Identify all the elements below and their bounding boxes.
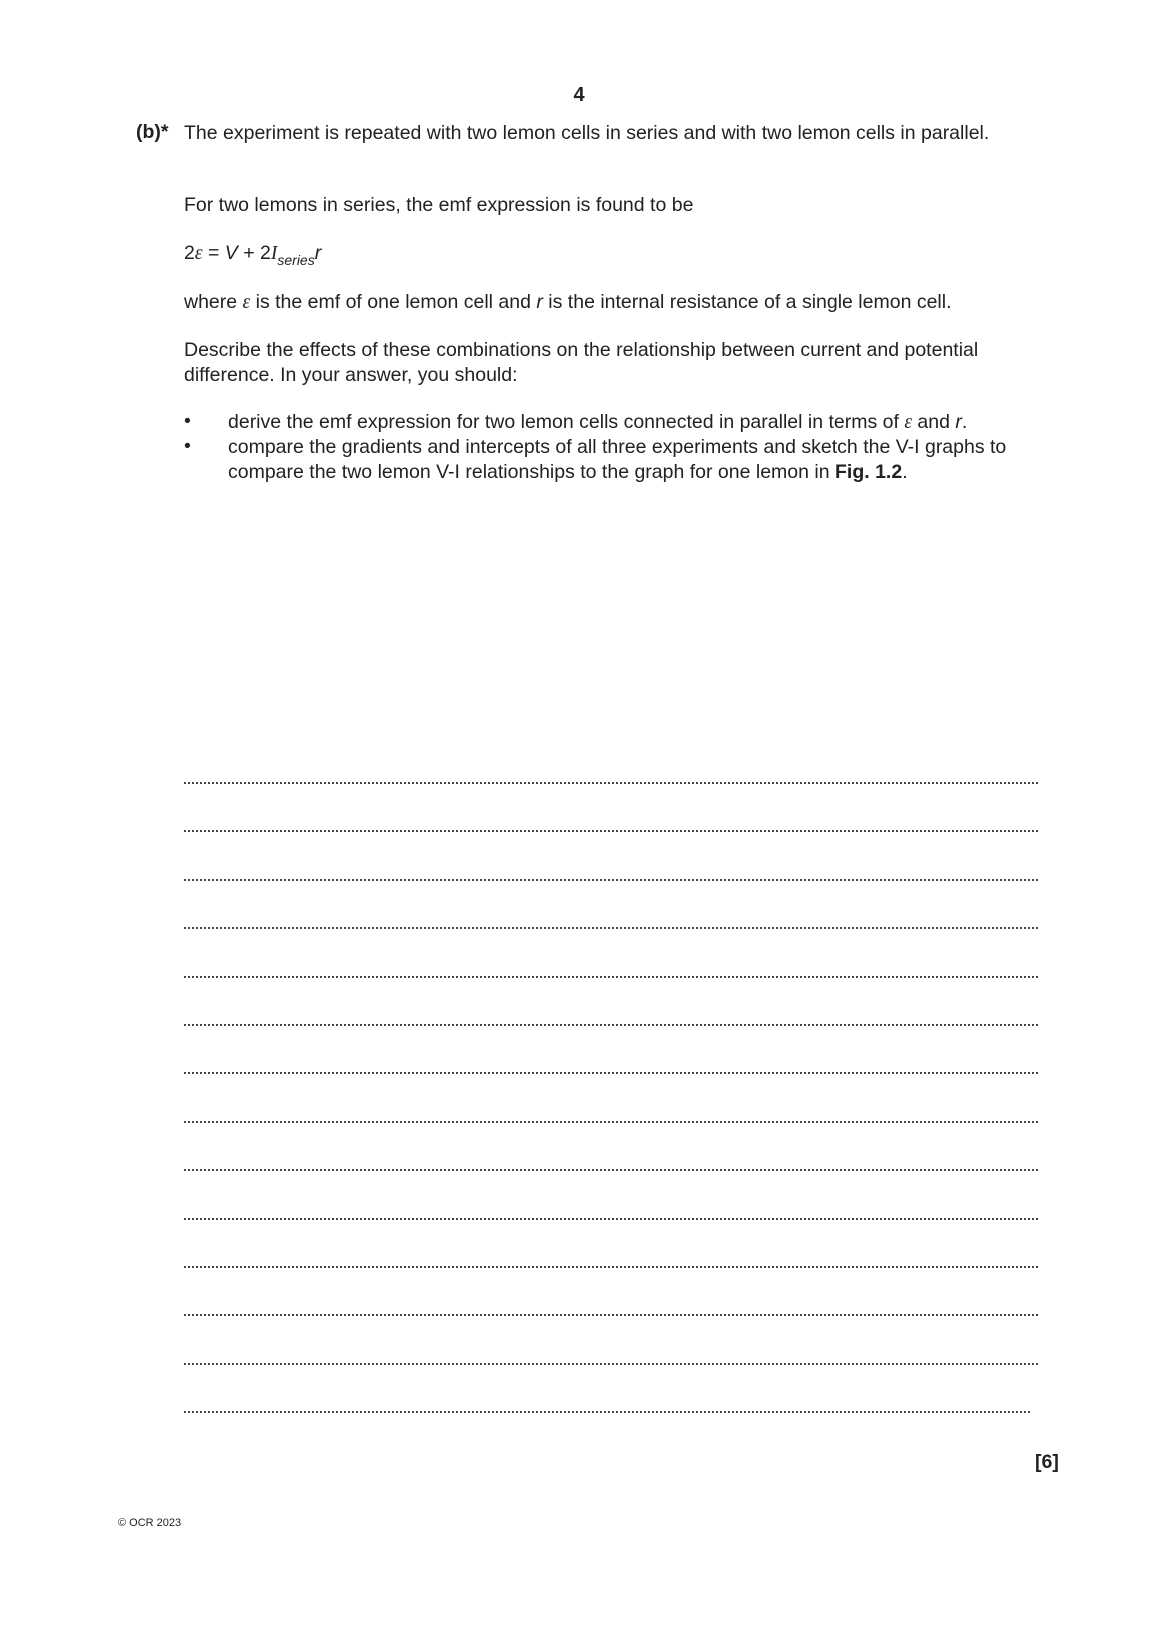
answer-line[interactable] xyxy=(184,1411,1030,1413)
answer-line[interactable] xyxy=(184,830,1038,832)
series-equation: $2\varepsilon = V + 2I_{series}r$ xyxy=(184,242,322,268)
series-sentence: For two lemons in series, the emf expression is found to be xyxy=(184,194,694,216)
answer-line[interactable] xyxy=(184,1024,1038,1026)
answer-line[interactable] xyxy=(184,976,1038,978)
answer-line[interactable] xyxy=(184,1363,1038,1365)
answer-line[interactable] xyxy=(184,1169,1038,1171)
answer-line[interactable] xyxy=(184,879,1038,881)
question-intro: The experiment is repeated with two lemon cells in series and with two lemon cells in parallel. xyxy=(184,122,990,144)
answer-line[interactable] xyxy=(184,1218,1038,1220)
answer-line[interactable] xyxy=(184,1121,1038,1123)
answer-line[interactable] xyxy=(184,782,1038,784)
answer-line[interactable] xyxy=(184,927,1038,929)
marks-label: [6] xyxy=(1035,1451,1059,1473)
bullet-icon: • xyxy=(184,435,191,457)
answer-line[interactable] xyxy=(184,1314,1038,1316)
describe-instruction: Describe the effects of these combinations on the relationship between current and potential difference. In your answer, you should: xyxy=(184,339,979,386)
bullet-compare: compare the gradients and intercepts of all three experiments and sketch the V-I graphs to compare the two lemon V-I relationships to the graph for one lemon in Fig. 1.2. xyxy=(228,436,1007,483)
where-sentence: where ε is the emf of one lemon cell and r is the internal resistance of a single lemon cell. xyxy=(184,291,952,313)
bullet-icon: • xyxy=(184,410,191,432)
bullet-derive: derive the emf expression for two lemon cells connected in parallel in terms of ε and r. xyxy=(228,411,968,433)
copyright: © OCR 2023 xyxy=(118,1517,182,1529)
page-number: 4 xyxy=(573,84,585,106)
answer-line[interactable] xyxy=(184,1266,1038,1268)
answer-line[interactable] xyxy=(184,1072,1038,1074)
question-label: (b)* xyxy=(136,121,169,143)
